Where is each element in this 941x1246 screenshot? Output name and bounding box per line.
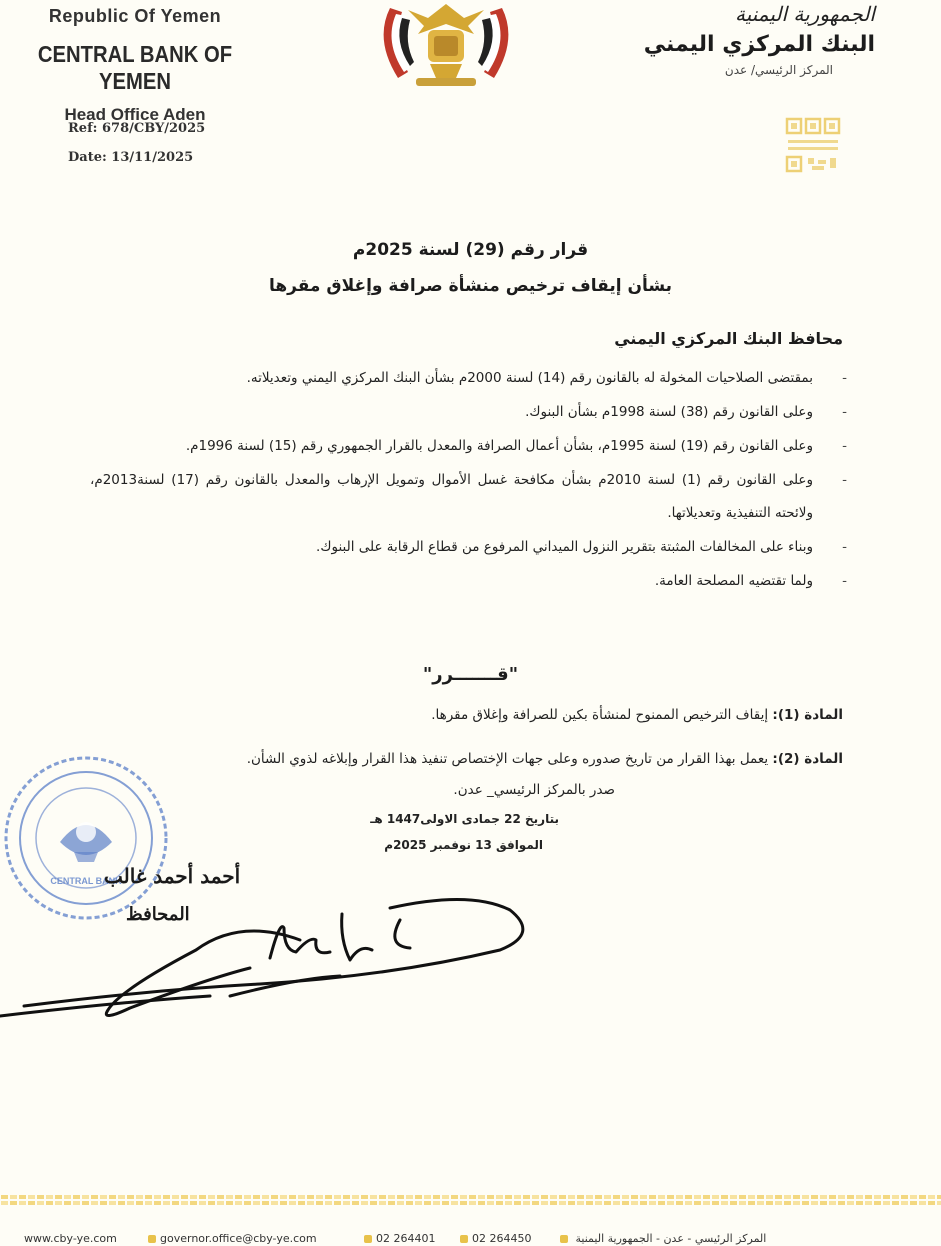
article-1	[95, 698, 843, 732]
header-bank-name-ar: البنك المركزي اليمني	[643, 32, 875, 57]
decision-number: قرار رقم (29) لسنة 2025م	[352, 240, 589, 260]
decision-subject: بشأن إيقاف ترخيص منشأة صرافة وإغلاق مقرها	[268, 276, 673, 296]
clause-item: - ولما تقتضيه المصلحة العامة.	[90, 565, 813, 598]
governor-name: أحمد أحمد غالب	[104, 864, 241, 888]
footer-pattern-band	[0, 1193, 941, 1207]
date-gregorian: الموافق 13 نوفمبر 2025م	[384, 838, 543, 852]
phone-icon	[460, 1235, 468, 1243]
issued-location: صدر بالمركز الرئيسي_ عدن.	[453, 782, 615, 798]
governor-heading: محافظ البنك المركزي اليمني	[614, 329, 843, 348]
header-country: Republic Of Yemen	[48, 6, 222, 26]
header-bank-name: CENTRAL BANK OF YEMEN	[37, 41, 233, 94]
header-office: Head Office Aden	[64, 105, 206, 124]
article-2-text: يعمل بهذا القرار من تاريخ صدوره وعلى جهات الإختصاص تنفيذ هذا القرار وإبلاغه لذوي الشأن.	[246, 751, 769, 767]
footer-phone2: 02 264401	[376, 1232, 436, 1245]
footer-phone2-item	[364, 1232, 436, 1245]
document-date: Date: 13/11/2025	[68, 150, 194, 165]
location-icon	[560, 1235, 568, 1243]
preamble-clauses	[90, 362, 813, 599]
footer-email: governor.office@cby-ye.com	[160, 1232, 317, 1245]
footer-phone1-item	[460, 1232, 532, 1245]
reference-number: Ref: 678/CBY/2025	[68, 121, 206, 136]
footer-address: المركز الرئيسي - عدن - الجمهورية اليمنية	[575, 1232, 767, 1245]
header-english	[0, 6, 270, 125]
footer-address-item	[560, 1232, 766, 1245]
qr-code-icon	[784, 116, 842, 174]
header-country-ar: الجمهورية اليمنية	[734, 2, 875, 26]
decision-heading: "قـــــــرر"	[422, 664, 519, 685]
article-2	[95, 742, 843, 776]
article-2-label: المادة (2):	[772, 751, 843, 767]
yemen-emblem-icon	[368, 0, 524, 90]
article-1-label: المادة (1):	[772, 707, 843, 723]
clause-item: - وعلى القانون رقم (1) لسنة 2010م بشأن مكافحة غسل الأموال وتمويل الإرهاب والمعدل بالقانون رقم (17) لسنة2013م، ولائحته التنفيذية وتعديلاتها.	[90, 464, 813, 530]
stamp-text: CENTRAL BANK	[50, 876, 122, 886]
clause-item: - بمقتضى الصلاحيات المخولة له بالقانون رقم (14) لسنة 2000م بشأن البنك المركزي اليمني وتعديلاته.	[90, 362, 813, 395]
header-office-ar: المركز الرئيسي/ عدن	[724, 63, 833, 77]
clause-item: - وبناء على المخالفات المثبتة بتقرير النزول الميداني المرفوع من قطاع الرقابة على البنوك.	[90, 531, 813, 564]
footer-email-item	[148, 1232, 317, 1245]
date-hijri: بتاريخ 22 جمادى الاولى1447 هـ	[370, 812, 559, 826]
header-arabic	[625, 2, 875, 77]
email-icon	[148, 1235, 156, 1243]
clause-item: - وعلى القانون رقم (19) لسنة 1995م، بشأن أعمال الصرافة والمعدل بالقرار الجمهوري رقم (15) لسنة 1996م.	[90, 430, 813, 463]
fax-icon	[364, 1235, 372, 1243]
footer-phone1: 02 264450	[472, 1232, 532, 1245]
governor-title: المحافظ	[126, 904, 190, 925]
article-1-text: إيقاف الترخيص الممنوح لمنشأة بكين للصرافة وإغلاق مقرها.	[431, 707, 769, 723]
footer-website: www.cby-ye.com	[24, 1232, 117, 1245]
handwritten-signature	[0, 880, 560, 1040]
clause-item: - وعلى القانون رقم (38) لسنة 1998م بشأن البنوك.	[90, 396, 813, 429]
